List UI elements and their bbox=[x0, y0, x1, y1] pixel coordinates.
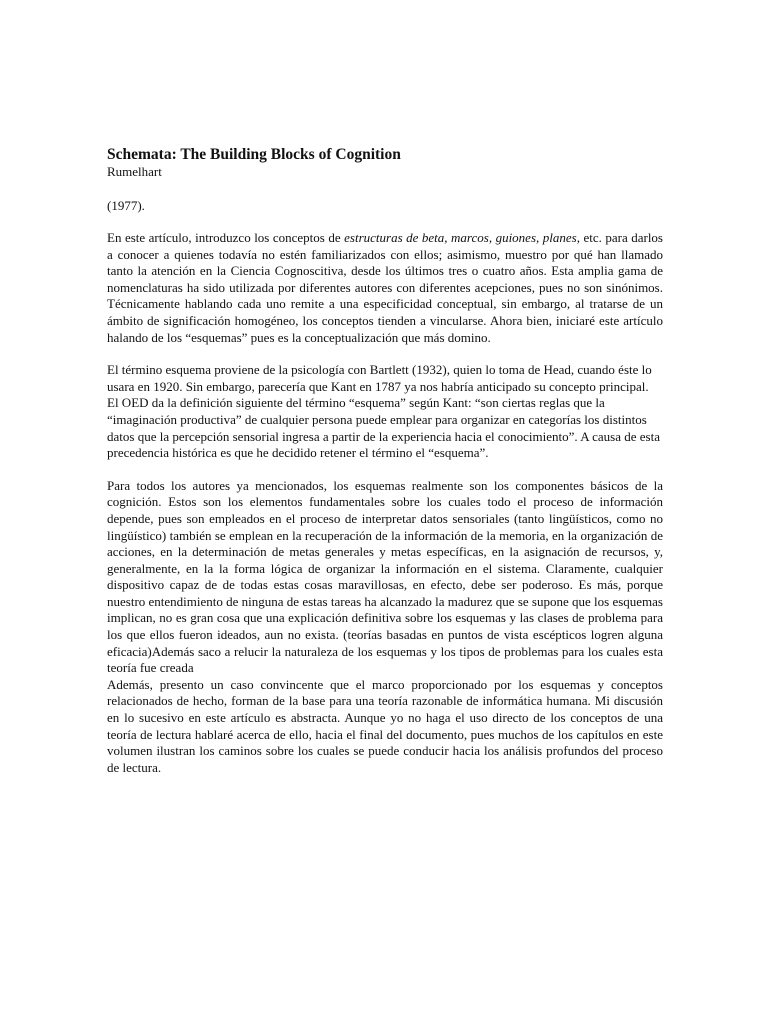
paragraph-introduction-text-start: En este artículo, introduzco los conceptos de bbox=[107, 230, 345, 245]
paragraph-introduction bbox=[107, 230, 663, 346]
spacer bbox=[107, 462, 663, 478]
spacer bbox=[107, 346, 663, 362]
document-title: Schemata: The Building Blocks of Cognition bbox=[107, 146, 401, 163]
document-page bbox=[107, 146, 663, 776]
paragraph-schema-components: Para todos los autores ya mencionados, los esquemas realmente son los componentes básicos de la cognición. Estos son los elementos fundamentales sobre los cuales todo el proceso de información depende, pues son empleados en el proceso de interpretar datos sensoriales (tanto lingüísticos, como no lingüístico) también se emplean en la recuperación de la información de la memoria, en la organización de acciones, en la determinación de metas generales y metas específicas, en la asignación de recursos, y, generalmente, en la la forma lógica de organizar la información en el sistema. Claramente, cualquier dispositivo capaz de de todas estas cosas maravillosas, en efecto, debe ser poderoso. Es más, porque nuestro entendimiento de ninguna de estas tareas ha alcanzado la madurez que se supone que los esquemas implican, no es gran cosa que una explicación definitiva sobre los esquemas y las clases de problema para los que ellos fueron ideados, aun no exista. (teorías basadas en puntos de vista escépticos logren alguna eficacia)Además saco a relucir la naturaleza de los esquemas y los tipos de problemas para los cuales esta teoría fue creada bbox=[107, 477, 663, 676]
document-date: (1977). bbox=[107, 198, 145, 213]
paragraph-introduction-italic-terms: estructuras de beta, marcos, guiones, planes, bbox=[344, 230, 580, 245]
paragraph-schema-origin: El término esquema proviene de la psicología con Bartlett (1932), quien lo toma de Head, cuando éste lo usara en 1920. Sin embargo, parecería que Kant en 1787 ya nos habría anticipado su concepto principal. El OED da la definición siguiente del término “esquema” según Kant: “son ciertas reglas que la “imaginación productiva” de cualquier persona puede emplear para organizar en categorías los distintos datos que la percepción sensorial ingresa a partir de la experiencia hacia el conocimiento”. A causa de esta precedencia histórica es que he decidido retener el término el “esquema”. bbox=[107, 362, 660, 461]
paragraph-human-informatics: Además, presento un caso convincente que el marco proporcionado por los esquemas y conceptos relacionados de hecho, forman de la base para una teoría razonable de informática humana. Mi discusión en lo sucesivo en este artículo es abstracta. Aunque yo no haga el uso directo de los conceptos de una teoría de lectura hablaré acerca de ello, hacia el final del documento, pues muchos de los capítulos en este volumen ilustran los caminos sobre los cuales se puede conducir hacia los análisis profundos del proceso de lectura. bbox=[107, 676, 663, 775]
paragraph-introduction-text-end: etc. para darlos a conocer a quienes todavía no estén familiarizados con ellos; asimismo, muestro por qué han llamado tanto la atención en la Ciencia Cognoscitiva, desde los últimos tres o cuatro años. Esta amplia gama de nomenclaturas ha sido utilizada por diferentes autores con diferentes acepciones, pues no son sinónimos. Técnicamente hablando cada uno remite a una especificidad conceptual, sin embargo, al tratarse de un ámbito de significación homogéneo, los conceptos tienden a vincularse. Ahora bien, iniciaré este artículo halando de los “esquemas” pues es la conceptualización que más domino. bbox=[107, 230, 663, 345]
spacer bbox=[107, 214, 663, 230]
document-author: Rumelhart bbox=[107, 164, 162, 179]
